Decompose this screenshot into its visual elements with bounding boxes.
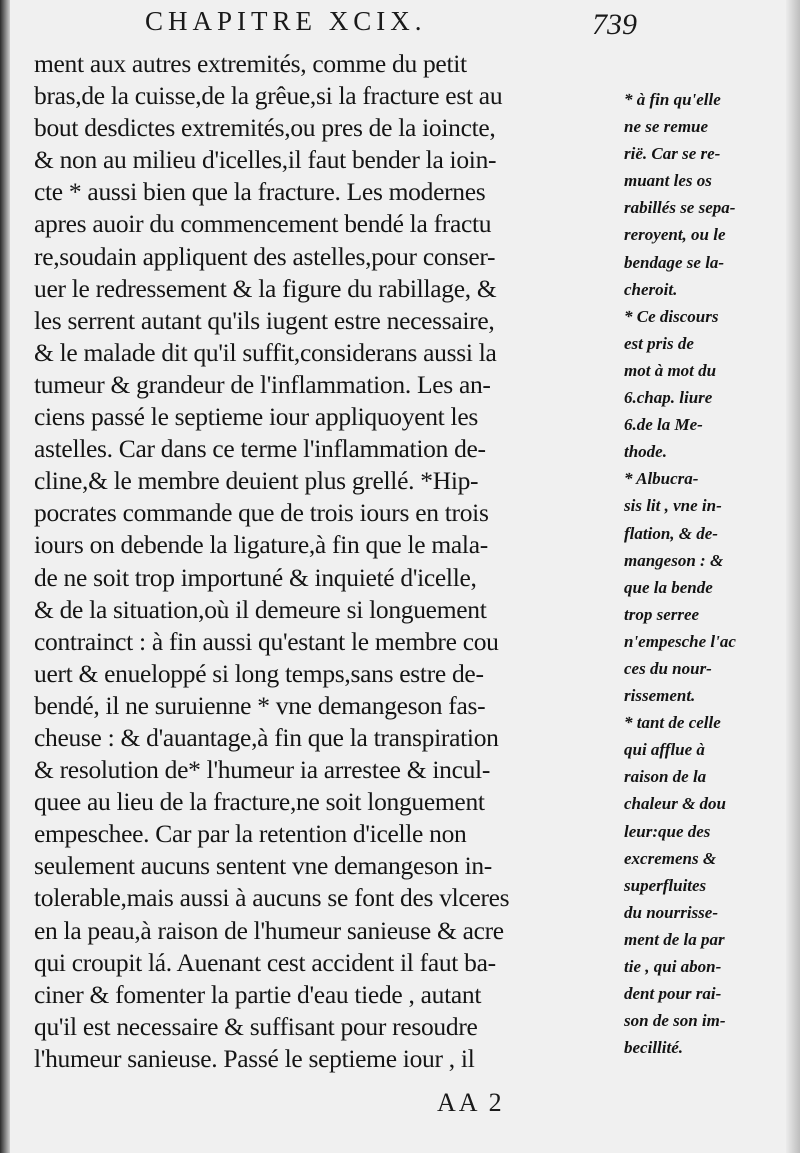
text-line: uer le redressement & la figure du rabillage, &: [34, 273, 497, 303]
text-line: les serrent autant qu'ils iugent estre necessaire,: [34, 305, 495, 335]
text-line: ciner & fomenter la partie d'eau tiede , autant: [34, 979, 482, 1009]
text-line: & de la situation,où il demeure si longuement: [34, 594, 487, 624]
text-line: qui croupit lá. Auenant cest accident il faut ba-: [34, 947, 496, 977]
text-line: tumeur & grandeur de l'inflammation. Les an-: [34, 369, 491, 399]
margin-note-line: rabillés se sepa-: [624, 198, 736, 218]
margin-note-line: ment de la par: [624, 929, 725, 949]
text-line: quee au lieu de la fracture,ne soit longuement: [34, 787, 485, 817]
text-line: cheuse : & d'auantage,à fin que la transpiration: [34, 722, 499, 752]
margin-note-line: thode.: [624, 442, 667, 462]
scan-shadow-left: [0, 0, 10, 1153]
margin-note-line: tie , qui abon-: [624, 957, 722, 976]
margin-note-line: reroyent, ou le: [624, 225, 726, 245]
margin-note-line: cheroit.: [624, 279, 678, 299]
text-line: pocrates commande que de trois iours en trois: [34, 498, 489, 528]
margin-note-line: leur:que des: [624, 821, 711, 841]
margin-note-line: chaleur & dou: [624, 794, 727, 814]
running-head: CHAPITRE XCIX.: [145, 6, 427, 36]
text-line: l'humeur sanieuse. Passé le septieme iour , il: [34, 1043, 475, 1073]
margin-note-line: n'empesche l'ac: [624, 631, 736, 651]
margin-note-line: muant les os: [624, 171, 712, 191]
margin-note-line: * à fin qu'elle: [624, 90, 721, 109]
margin-note-line: * Albucra-: [624, 469, 699, 489]
page-number: 739: [592, 8, 637, 41]
signature-mark: AA 2: [437, 1088, 505, 1117]
text-line: empeschee. Car par la retention d'icelle non: [34, 819, 467, 849]
margin-notes: [624, 86, 794, 1061]
text-line: cte * aussi bien que la fracture. Les modernes: [34, 177, 486, 207]
margin-note-line: rië. Car se re-: [624, 144, 721, 164]
margin-note-line: qui afflue à: [624, 740, 705, 760]
margin-note-line: * Ce discours: [624, 306, 719, 326]
margin-note-line: excremens &: [624, 848, 717, 868]
text-line: bras,de la cuisse,de la grêue,si la fracture est au: [34, 81, 503, 111]
margin-note-line: trop serree: [624, 604, 700, 624]
text-line: ciens passé le septieme iour appliquoyent les: [34, 402, 478, 432]
text-line: iours on debende la ligature,à fin que le mala-: [34, 530, 488, 560]
text-line: de ne soit trop importuné & inquieté d'icelle,: [34, 562, 477, 592]
margin-note-line: becillité.: [624, 1038, 684, 1058]
text-line: & le malade dit qu'il suffit,considerans aussi la: [34, 337, 497, 367]
text-line: astelles. Car dans ce terme l'inflammation de-: [34, 434, 486, 464]
margin-note-line: dent pour rai-: [624, 984, 722, 1004]
margin-note-line: que la bende: [624, 577, 713, 597]
text-line: en la peau,à raison de l'humeur sanieuse & acre: [34, 915, 504, 945]
margin-note-line: mangeson : &: [624, 550, 724, 570]
margin-note-line: sis lit , vne in-: [624, 496, 722, 516]
margin-note-line: rissement.: [624, 686, 696, 706]
text-line: & resolution de* l'humeur ia arrestee & incul-: [34, 755, 491, 785]
text-line: tolerable,mais aussi à aucuns se font des vlceres: [34, 883, 510, 913]
main-text-block: [34, 48, 614, 1075]
text-line: contrainct : à fin aussi qu'estant le membre cou: [34, 626, 499, 656]
margin-note-line: raison de la: [624, 767, 707, 787]
margin-note-line: flation, & de-: [624, 523, 718, 543]
text-line: apres auoir du commencement bendé la fractu: [34, 209, 492, 239]
margin-note-line: 6.de la Me-: [624, 415, 703, 435]
text-line: ment aux autres extremités, comme du petit: [34, 49, 467, 78]
text-line: & non au milieu d'icelles,il faut bender la ioin-: [34, 145, 497, 175]
margin-note-line: mot à mot du: [624, 360, 717, 380]
margin-note-line: son de son im-: [624, 1011, 726, 1031]
text-line: qu'il est necessaire & suffisant pour resoudre: [34, 1011, 478, 1041]
margin-note-line: ne se remue: [624, 117, 709, 137]
text-line: seulement aucuns sentent vne demangeson in-: [34, 851, 493, 881]
margin-note-line: du nourrisse-: [624, 902, 719, 922]
text-line: uert & enueloppé si long temps,sans estre de-: [34, 658, 484, 688]
margin-note-line: * tant de celle: [624, 713, 721, 733]
text-line: cline,& le membre deuient plus grellé. *Hip-: [34, 466, 479, 496]
text-line: re,soudain appliquent des astelles,pour conser-: [34, 241, 496, 271]
margin-note-line: est pris de: [624, 333, 694, 353]
margin-note-line: bendage se la-: [624, 252, 725, 272]
margin-note-line: superfluites: [624, 875, 707, 895]
margin-note-line: 6.chap. liure: [624, 388, 713, 408]
margin-note-line: ces du nour-: [624, 658, 712, 678]
text-line: bout desdictes extremités,ou pres de la ioincte,: [34, 113, 496, 143]
text-line: bendé, il ne suruienne * vne demangeson fas-: [34, 690, 486, 720]
